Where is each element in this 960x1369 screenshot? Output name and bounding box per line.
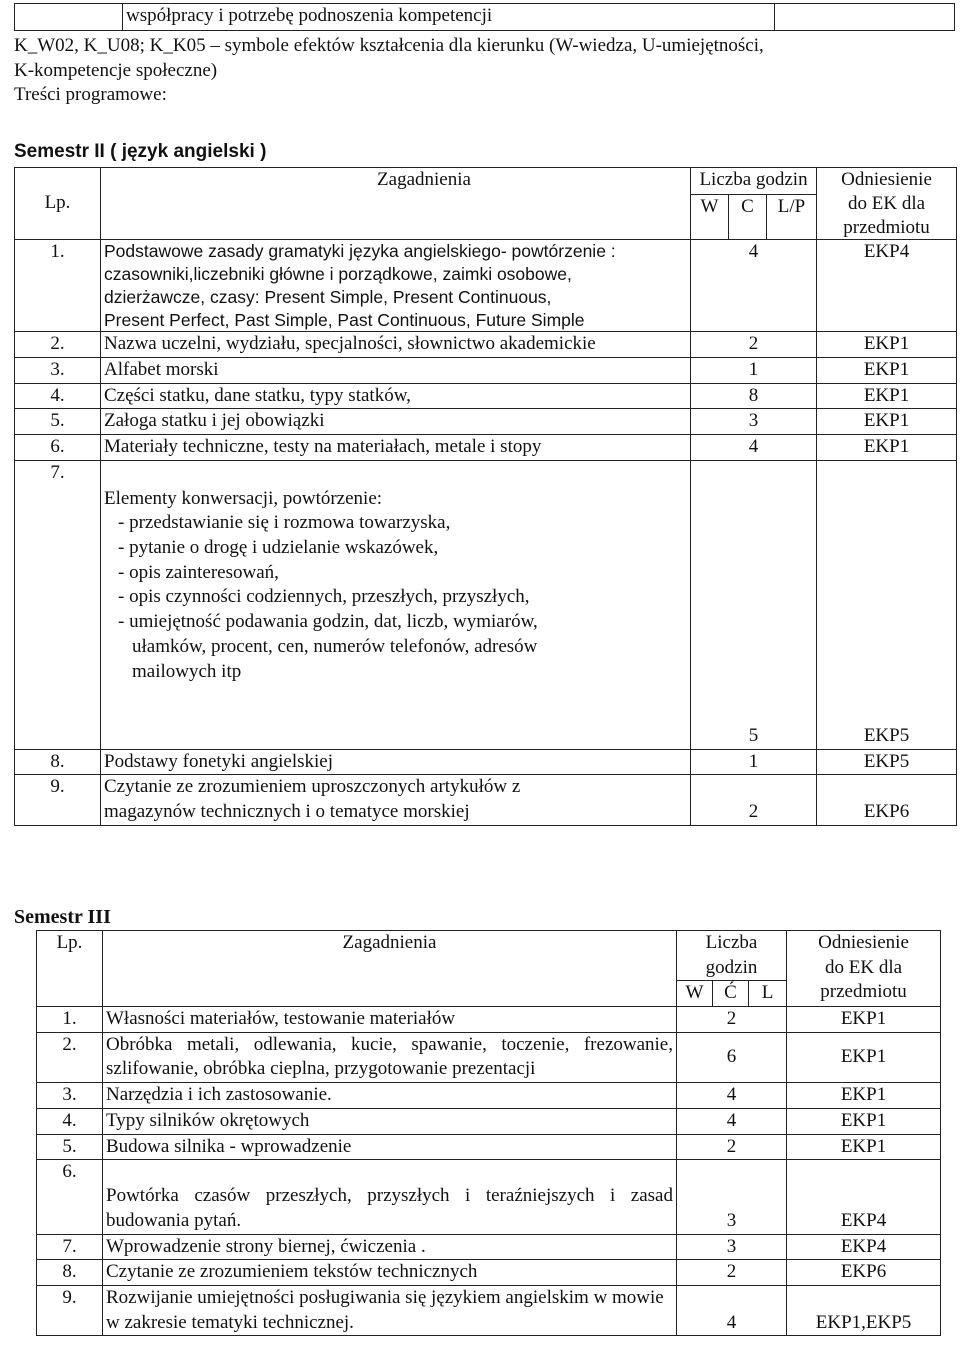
reference-header: Odniesienie do EK dla przedmiotu [787,931,941,1007]
table-row: 7. Elementy konwersacji, powtórzenie: - przedstawianie się i rozmowa towarzyska, - pytanie o drogę i udzielanie wskazówek, - opis zainteresowań, - opis czynności codziennych, przeszłych, przyszłych, - umiejętność podawania godzin, dat, liczb, wymiarów, ułamków, procent, cen, numerów telefonów, adresów mailowych itp 5 EKP5 [15,460,957,749]
topic-header: Zagadnienia [101,168,691,240]
table-row: 2. Nazwa uczelni, wydziału, specjalności, słownictwo akademickie 2 EKP1 [15,332,957,358]
table-row: 8. Podstawy fonetyki angielskiej 1 EKP5 [15,749,957,775]
semester-2-heading: Semestr II ( język angielski ) [14,141,267,162]
topic-cell: Elementy konwersacji, powtórzenie: - przedstawianie się i rozmowa towarzyska, - pytanie o drogę i udzielanie wskazówek, - opis zainteresowań, - opis czynności codziennych, przeszłych, przyszłych, - umiejętność podawania godzin, dat, liczb, wymiarów, ułamków, procent, cen, numerów telefonów, adresów mailowych itp [101,460,691,749]
ek-symbols-line: K_W02, K_U08; K_K05 – symbole efektów kształcenia dla kierunku (W-wiedza, U-umiejętności, [14,35,764,56]
table-row: 5. Załoga statku i jej obowiązki 3 EKP1 [15,409,957,435]
lp-header: Lp. [15,168,101,240]
table-row: 4. Typy silników okrętowych 4 EKP1 [37,1108,941,1134]
lp-header: Lp. [37,931,103,1007]
semester-2-table [14,167,957,826]
table-header-row [37,931,941,981]
table-row: 7. Wprowadzenie strony biernej, ćwiczenia . 3 EKP4 [37,1234,941,1260]
ek-symbols-line-cont: K-kompetencje społeczne) [14,59,218,81]
semester-3-heading: Semestr III [14,906,111,928]
table-row: 3. Narzędzia i ich zastosowanie. 4 EKP1 [37,1083,941,1109]
reference-header: Odniesienie do EK dla przedmiotu [817,168,957,240]
table-row: 9. Rozwijanie umiejętności posługiwania się językiem angielskim w mowie w zakresie tematyki technicznej. 4 EKP1,EKP5 [37,1285,941,1335]
table-row: 4. Części statku, dane statku, typy statków, 8 EKP1 [15,383,957,409]
hours-header: Liczba godzin [691,168,817,195]
table-row: 6. Powtórka czasów przeszłych, przyszłych i teraźniejszych i zasad budowania pytań. 3 EKP4 [37,1160,941,1234]
table-row: 1. Podstawowe zasady gramatyki języka angielskiego- powtórzenie : czasowniki,liczebniki główne i porządkowe, zaimki osobowe, dzierżawcze, czasy: Present Simple, Present Continuous, Present Perfect, Past Simple, Past Continuous, Future Simple 4 EKP4 [15,240,957,332]
table-row [15,4,955,31]
c-header: C [729,195,767,240]
top-table-fragment [14,3,955,31]
table-row: 5. Budowa silnika - wprowadzenie 2 EKP1 [37,1134,941,1160]
table-row: 2. Obróbka metali, odlewania, kucie, spawanie, toczenie, frezowanie, szlifowanie, obróbka cieplna, przygotowanie prezentacji 6 EKP1 [37,1032,941,1082]
topic-header: Zagadnienia [103,931,677,1007]
table-header-subrow: W Ć L [37,981,941,1007]
table-row: 8. Czytanie ze zrozumieniem tekstów technicznych 2 EKP6 [37,1260,941,1286]
hours-header: Liczba godzin [677,931,787,981]
table-row: 1. Własności materiałów, testowanie materiałów 2 EKP1 [37,1007,941,1033]
w-header: W [691,195,729,240]
table-row: 3. Alfabet morski 1 EKP1 [15,357,957,383]
lp-sub-header: L/P [767,195,817,240]
table-header-row [15,168,957,195]
table-row: 9. Czytanie ze zrozumieniem uproszczonych artykułów z magazynów technicznych i o tematyce morskiej 2 EKP6 [15,775,957,825]
table-row: 6. Materiały techniczne, testy na materiałach, metale i stopy 4 EKP1 [15,435,957,461]
program-content-label: Treści programowe: [14,84,167,106]
table-cell: współpracy i potrzebę podnoszenia kompetencji [123,4,775,31]
intro-text [14,34,944,108]
semester-3-table [36,930,941,1336]
topic-cell: Podstawowe zasady gramatyki języka angielskiego- powtórzenie : czasowniki,liczebniki główne i porządkowe, zaimki osobowe, dzierżawcze, czasy: Present Simple, Present Continuous, Present Perfect, Past Simple, Past Continuous, Future Simple [101,240,691,332]
